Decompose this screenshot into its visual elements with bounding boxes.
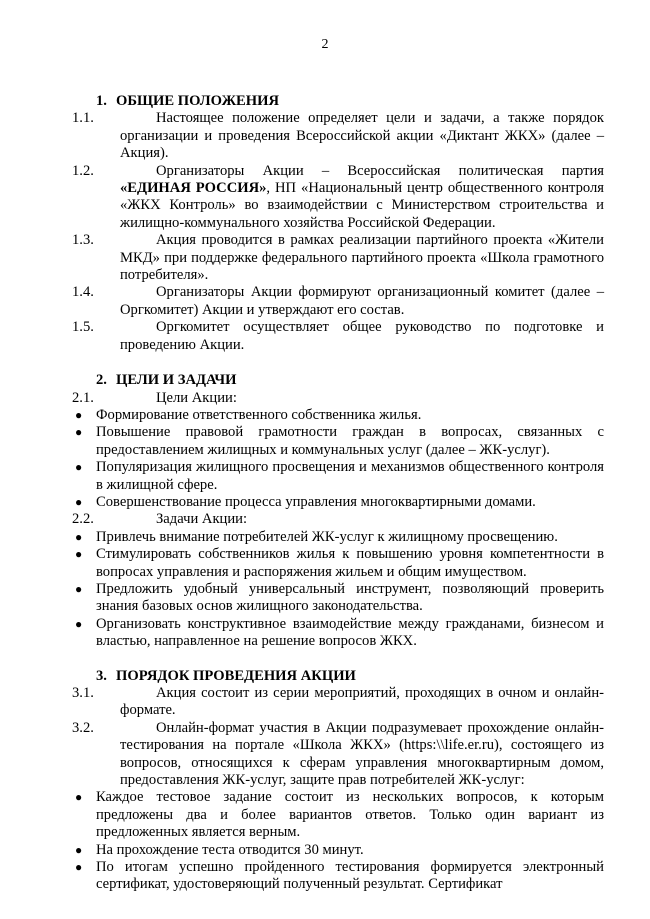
section-number: 1. [96,93,107,109]
bullet-icon: ● [75,494,83,509]
clause-1-3 [72,232,604,284]
bullet-icon: ● [75,616,83,631]
list-item-text: Организовать конструктивное взаимодействие между гражданами, бизнесом и властью, направленное на решение вопросов ЖКХ. [96,615,604,650]
clause-1-2 [72,163,604,233]
list-item-text: На прохождение теста отводится 30 минут. [96,841,364,858]
list-item [72,546,604,581]
clause-text: Акция проводится в рамках реализации партийного проекта «Жители МКД» при поддержке федерального партийного проекта «Школа грамотного потребителя». [120,232,604,284]
bullet-icon: ● [75,425,83,440]
party-name: «ЕДИНАЯ РОССИЯ» [120,180,267,197]
bullet-icon: ● [75,529,83,544]
list-item-text: Совершенствование процесса управления многоквартирными домами. [96,493,536,510]
list-item [72,842,604,859]
list-item-text: Повышение правовой грамотности граждан в вопросах, связанных с предоставлением жилищных и коммунальных услуг (далее – ЖК-услуг). [96,424,604,458]
bullet-icon: ● [75,842,83,857]
clause-1-5 [72,319,604,354]
bullet-icon: ● [75,790,83,805]
list-item [72,459,604,494]
clause-text: Оргкомитет осуществляет общее руководство по подготовке и проведению Акции. [120,319,604,353]
clause-number: 1.3. [72,232,94,249]
section-title: ОБЩИЕ ПОЛОЖЕНИЯ [116,93,280,109]
clause-number: 1.5. [72,319,94,336]
list-item [72,407,604,424]
list-item [72,616,604,651]
clause-3-1 [72,685,604,720]
section-heading-3 [96,668,604,685]
section-heading-1 [96,93,604,110]
section-number: 2. [96,372,107,389]
list-item-text: Стимулировать собственников жилья к повышению уровня компетентности в вопросах управления и распоряжения жильем и общим имуществом. [96,546,604,580]
clause-2-2 [72,511,604,528]
list-item [72,789,604,841]
clause-text: Онлайн-формат участия в Акции подразумевает прохождение онлайн-тестирования на портале «Школа ЖКХ» (https:\\life.er.ru), состоящего из вопросов, относящихся к сферам управления многоквартирным домом, предоставления ЖК-услуг, защите прав потребителей ЖК-услуг: [120,719,604,789]
goals-label: Цели Акции: [156,389,237,406]
section-title: ЦЕЛИ И ЗАДАЧИ [116,372,237,389]
bullet-icon: ● [75,581,83,596]
list-item-text: Привлечь внимание потребителей ЖК-услуг к жилищному просвещению. [96,528,558,545]
clause-3-2 [72,720,604,790]
list-item-text: Формирование ответственного собственника жилья. [96,406,422,423]
clause-1-4 [72,284,604,319]
list-item [72,424,604,459]
clause-text-continued: , НП «Национальный центр общественного контроля «ЖКХ Контроль» во взаимодействии с Министерством строительства и жилищно-коммунального хозяйства Российской Федерации. [120,180,604,231]
bullet-icon: ● [75,547,83,562]
list-item-text: Каждое тестовое задание состоит из нескольких вопросов, к которым предложены два и более вариантов ответов. Только один вариант из предложенных является верным. [96,789,604,841]
clause-text: Организаторы Акции формируют организационный комитет (далее – Оргкомитет) Акции и утверждают его состав. [120,284,604,318]
list-item [72,494,604,511]
list-item-text: Предложить удобный универсальный инструмент, позволяющий проверить знания базовых основ жилищного законодательства. [96,580,604,615]
clause-2-1 [72,390,604,407]
clause-number: 1.1. [72,110,94,127]
list-item-text: По итогам успешно пройденного тестирования формируется электронный сертификат, удостоверяющий полученный результат. Сертификат [96,859,604,893]
list-item [72,859,604,894]
clause-text: Акция состоит из серии мероприятий, проходящих в очном и онлайн-формате. [120,685,604,719]
clause-number: 1.2. [72,162,94,179]
list-item [72,581,604,616]
clause-number: 3.1. [72,685,94,701]
clause-text: Организаторы Акции – Всероссийская политическая партия [156,162,604,179]
bullet-icon: ● [75,860,83,875]
tasks-label: Задачи Акции: [156,511,248,528]
clause-number: 3.2. [72,719,94,736]
clause-number: 1.4. [72,284,94,301]
clause-number: 2.2. [72,511,94,528]
section-title: ПОРЯДОК ПРОВЕДЕНИЯ АКЦИИ [116,667,356,684]
bullet-icon: ● [75,460,83,475]
document-body [72,93,604,894]
section-heading-2 [96,372,604,389]
clause-number: 2.1. [72,389,94,406]
page-number: 2 [321,37,329,52]
clause-1-1 [72,110,604,162]
list-item-text: Популяризация жилищного просвещения и механизмов общественного контроля в жилищной сфере. [96,459,604,493]
bullet-icon: ● [75,407,83,422]
clause-text: Настоящее положение определяет цели и задачи, а также порядок организации и проведения Всероссийской акции «Диктант ЖКХ» (далее – Акция). [120,110,604,162]
list-item [72,529,604,546]
section-number: 3. [96,667,107,684]
